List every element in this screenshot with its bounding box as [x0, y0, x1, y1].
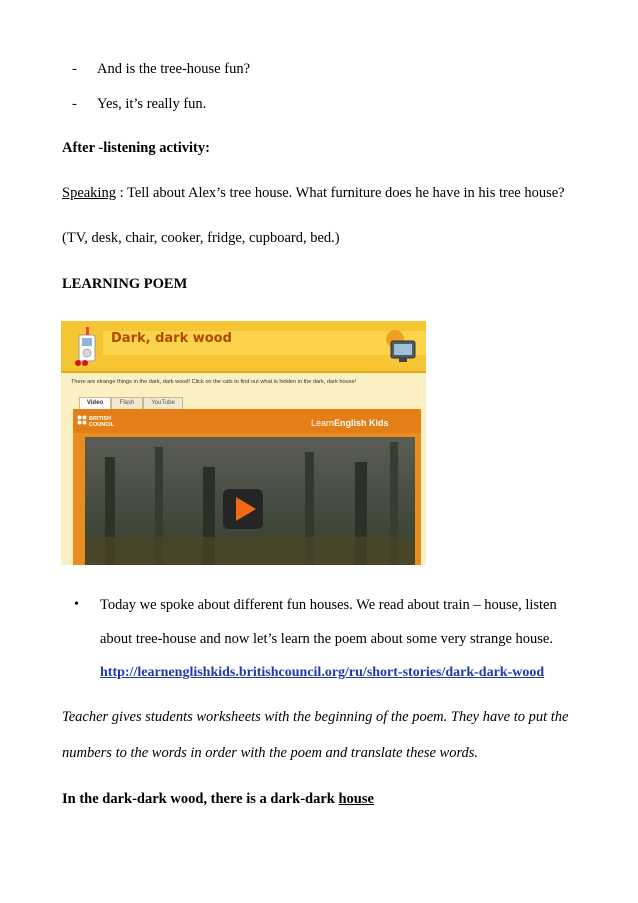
teacher-line-2: numbers to the words in order with the poem and translate these words.: [62, 745, 479, 761]
link-line: [100, 665, 544, 681]
bullet-line-1: Today we spoke about different fun houses. We read about train – house, listen: [100, 597, 557, 613]
tv-icon: [381, 327, 421, 365]
dash: -: [72, 61, 77, 77]
learnenglish-kids-logo: [311, 418, 389, 428]
bullet-line-2: about tree-house and now let’s learn the poem about some very strange house.: [100, 631, 553, 647]
dark-wood-link[interactable]: http://learnenglishkids.britishcouncil.org/ru/short-stories/dark-dark-wood: [100, 665, 545, 680]
learn-prefix: Learn: [311, 418, 335, 428]
poem-heading: LEARNING POEM: [62, 276, 188, 292]
brand-line-2: COUNCIL: [89, 422, 115, 428]
british-council-label: [89, 416, 114, 428]
screenshot-instruction: There are strange things in the dark, dark wood! Click on the cats to find out what is hidden in the dark, dark house!: [71, 379, 357, 385]
speaking-paragraph: [62, 185, 565, 202]
brand-line-1: BRITISH: [89, 416, 111, 422]
british-council-logo-icon: [77, 415, 87, 425]
furniture-list: (TV, desk, chair, cooker, fridge, cupboard, bed.): [62, 230, 340, 246]
poem-underlined-word: house: [338, 791, 374, 807]
ipod-icon: [71, 325, 101, 369]
screenshot-title: Dark, dark wood: [111, 331, 232, 346]
poem-first-line-text: In the dark-dark wood, there is a dark-dark: [62, 791, 339, 807]
tab-video[interactable]: Video: [79, 397, 111, 409]
tab-flash[interactable]: Flash: [111, 397, 143, 409]
dialogue-text: Yes, it’s really fun.: [97, 96, 207, 112]
teacher-line-1: Teacher gives students worksheets with the beginning of the poem. They have to put the: [62, 709, 569, 725]
play-icon[interactable]: [236, 497, 256, 521]
speaking-text: : Tell about Alex’s tree house. What furniture does he have in his tree house?: [115, 185, 565, 201]
poem-first-line: [62, 791, 374, 808]
tab-youtube[interactable]: YouTube: [143, 397, 183, 409]
speaking-label: Speaking: [62, 185, 116, 201]
dialogue-text: And is the tree-house fun?: [97, 61, 251, 77]
after-listening-heading: After -listening activity:: [62, 140, 210, 156]
learn-suffix: English Kids: [334, 418, 389, 428]
bullet-icon: •: [74, 597, 79, 612]
video-screenshot: [61, 321, 426, 565]
dash: -: [72, 96, 77, 112]
